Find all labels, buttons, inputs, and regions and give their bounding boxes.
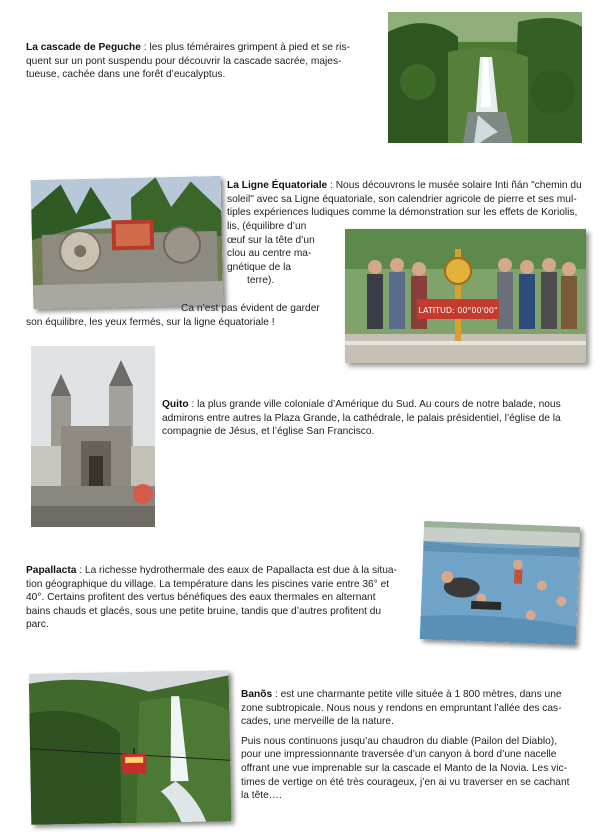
ligne-line: soleil" avec sa Ligne équatoriale, son calendrier agricole de pierre et ses mul- <box>227 193 577 205</box>
ligne-line: Ca n’est pas évident de garder <box>181 303 320 314</box>
ligne-text-wrapped <box>227 220 345 288</box>
banos-text <box>241 688 591 803</box>
quito-text <box>162 398 592 439</box>
papallacta-line: tion géographique du village. La température dans les piscines varie entre 36° et <box>26 578 390 590</box>
ligne-line: : Nous découvrons le musée solaire Inti ñán "chemin du <box>327 180 582 191</box>
banos-line: Puis nous continuons jusqu’au chaudron du diable (Pailon del Diablo), <box>241 735 558 747</box>
quito-cathedral-photo <box>31 346 155 527</box>
latitude-sign-text: LATITUD: 00°00'00" <box>418 306 498 315</box>
stone-calendar-photo <box>31 176 224 309</box>
banos-line: cades, une merveille de la nature. <box>241 716 394 728</box>
peguche-line: tueuse, cachée dans une forêt d’eucalyptus. <box>26 69 226 81</box>
papallacta-line: parc. <box>26 619 49 631</box>
ligne-line: œuf sur la tête d’un <box>227 234 315 246</box>
papallacta-title: Papallacta <box>26 565 77 576</box>
banos-line: times de vertige on été très courageux, j’en ai vu traverser en se cachant <box>241 776 570 788</box>
peguche-text <box>26 41 371 82</box>
peguche-line: quent sur un pont suspendu pour découvrir la cascade sacrée, majes- <box>26 55 342 67</box>
quito-line: admirons entre autres la Plaza Grande, la cathédrale, le palais présidentiel, l’église de la <box>162 412 561 424</box>
ligne-text <box>227 179 587 220</box>
quito-line: compagnie de Jésus, et l’église San Francisco. <box>162 426 375 438</box>
ligne-line: gnétique de la <box>227 261 292 273</box>
banos-line: pour une impressionnante traversée d’un canyon à bord d’une nacelle <box>241 749 557 761</box>
quito-line: : la plus grande ville coloniale d’Amérique du Sud. Au cours de notre balade, nous <box>188 399 561 410</box>
peguche-line: : les plus téméraires grimpent à pied et se ris- <box>140 42 350 53</box>
papallacta-line: 40°. Certains profitent des vertus bénéfiques des eaux thermales en alternant <box>26 592 376 604</box>
ligne-title: La Ligne Équatoriale <box>227 180 328 191</box>
peguche-waterfall-photo <box>388 12 582 143</box>
group-equator-photo <box>345 229 586 363</box>
ligne-line: lis, (équilibre d’un <box>227 221 307 232</box>
banos-line: la tête…. <box>241 790 282 802</box>
papallacta-line: bains chauds et glacés, sous une petite bruine, tandis que d’autres profitent du <box>26 605 382 617</box>
banos-title: Banõs <box>241 689 273 700</box>
ligne-line: terre). <box>247 275 275 287</box>
banos-line: zone subtropicale. Nous nous y rendons en empruntant l’allée des cas- <box>241 702 562 714</box>
papallacta-pool-photo <box>420 521 580 645</box>
ligne-line: tiples expériences ludiques comme la démonstration sur les effets de Koriolis, <box>227 207 578 219</box>
quito-title: Quito <box>162 399 189 410</box>
banos-line: offrant une vue imprenable sur la cascade el Manto de la Novia. Les vic- <box>241 762 567 774</box>
ligne-text-bottom <box>26 302 344 329</box>
ligne-line: clou au centre ma- <box>227 248 312 260</box>
papallacta-text <box>26 564 421 632</box>
ligne-line: son équilibre, les yeux fermés, sur la ligne équatoriale ! <box>26 316 275 328</box>
peguche-title: La cascade de Peguche <box>26 42 141 53</box>
banos-line: : est une charmante petite ville située à 1 800 mètres, dans une <box>272 689 562 700</box>
banos-cablecar-photo <box>29 670 232 824</box>
papallacta-line: : La richesse hydrothermale des eaux de Papallacta est due à la situa- <box>76 565 397 576</box>
